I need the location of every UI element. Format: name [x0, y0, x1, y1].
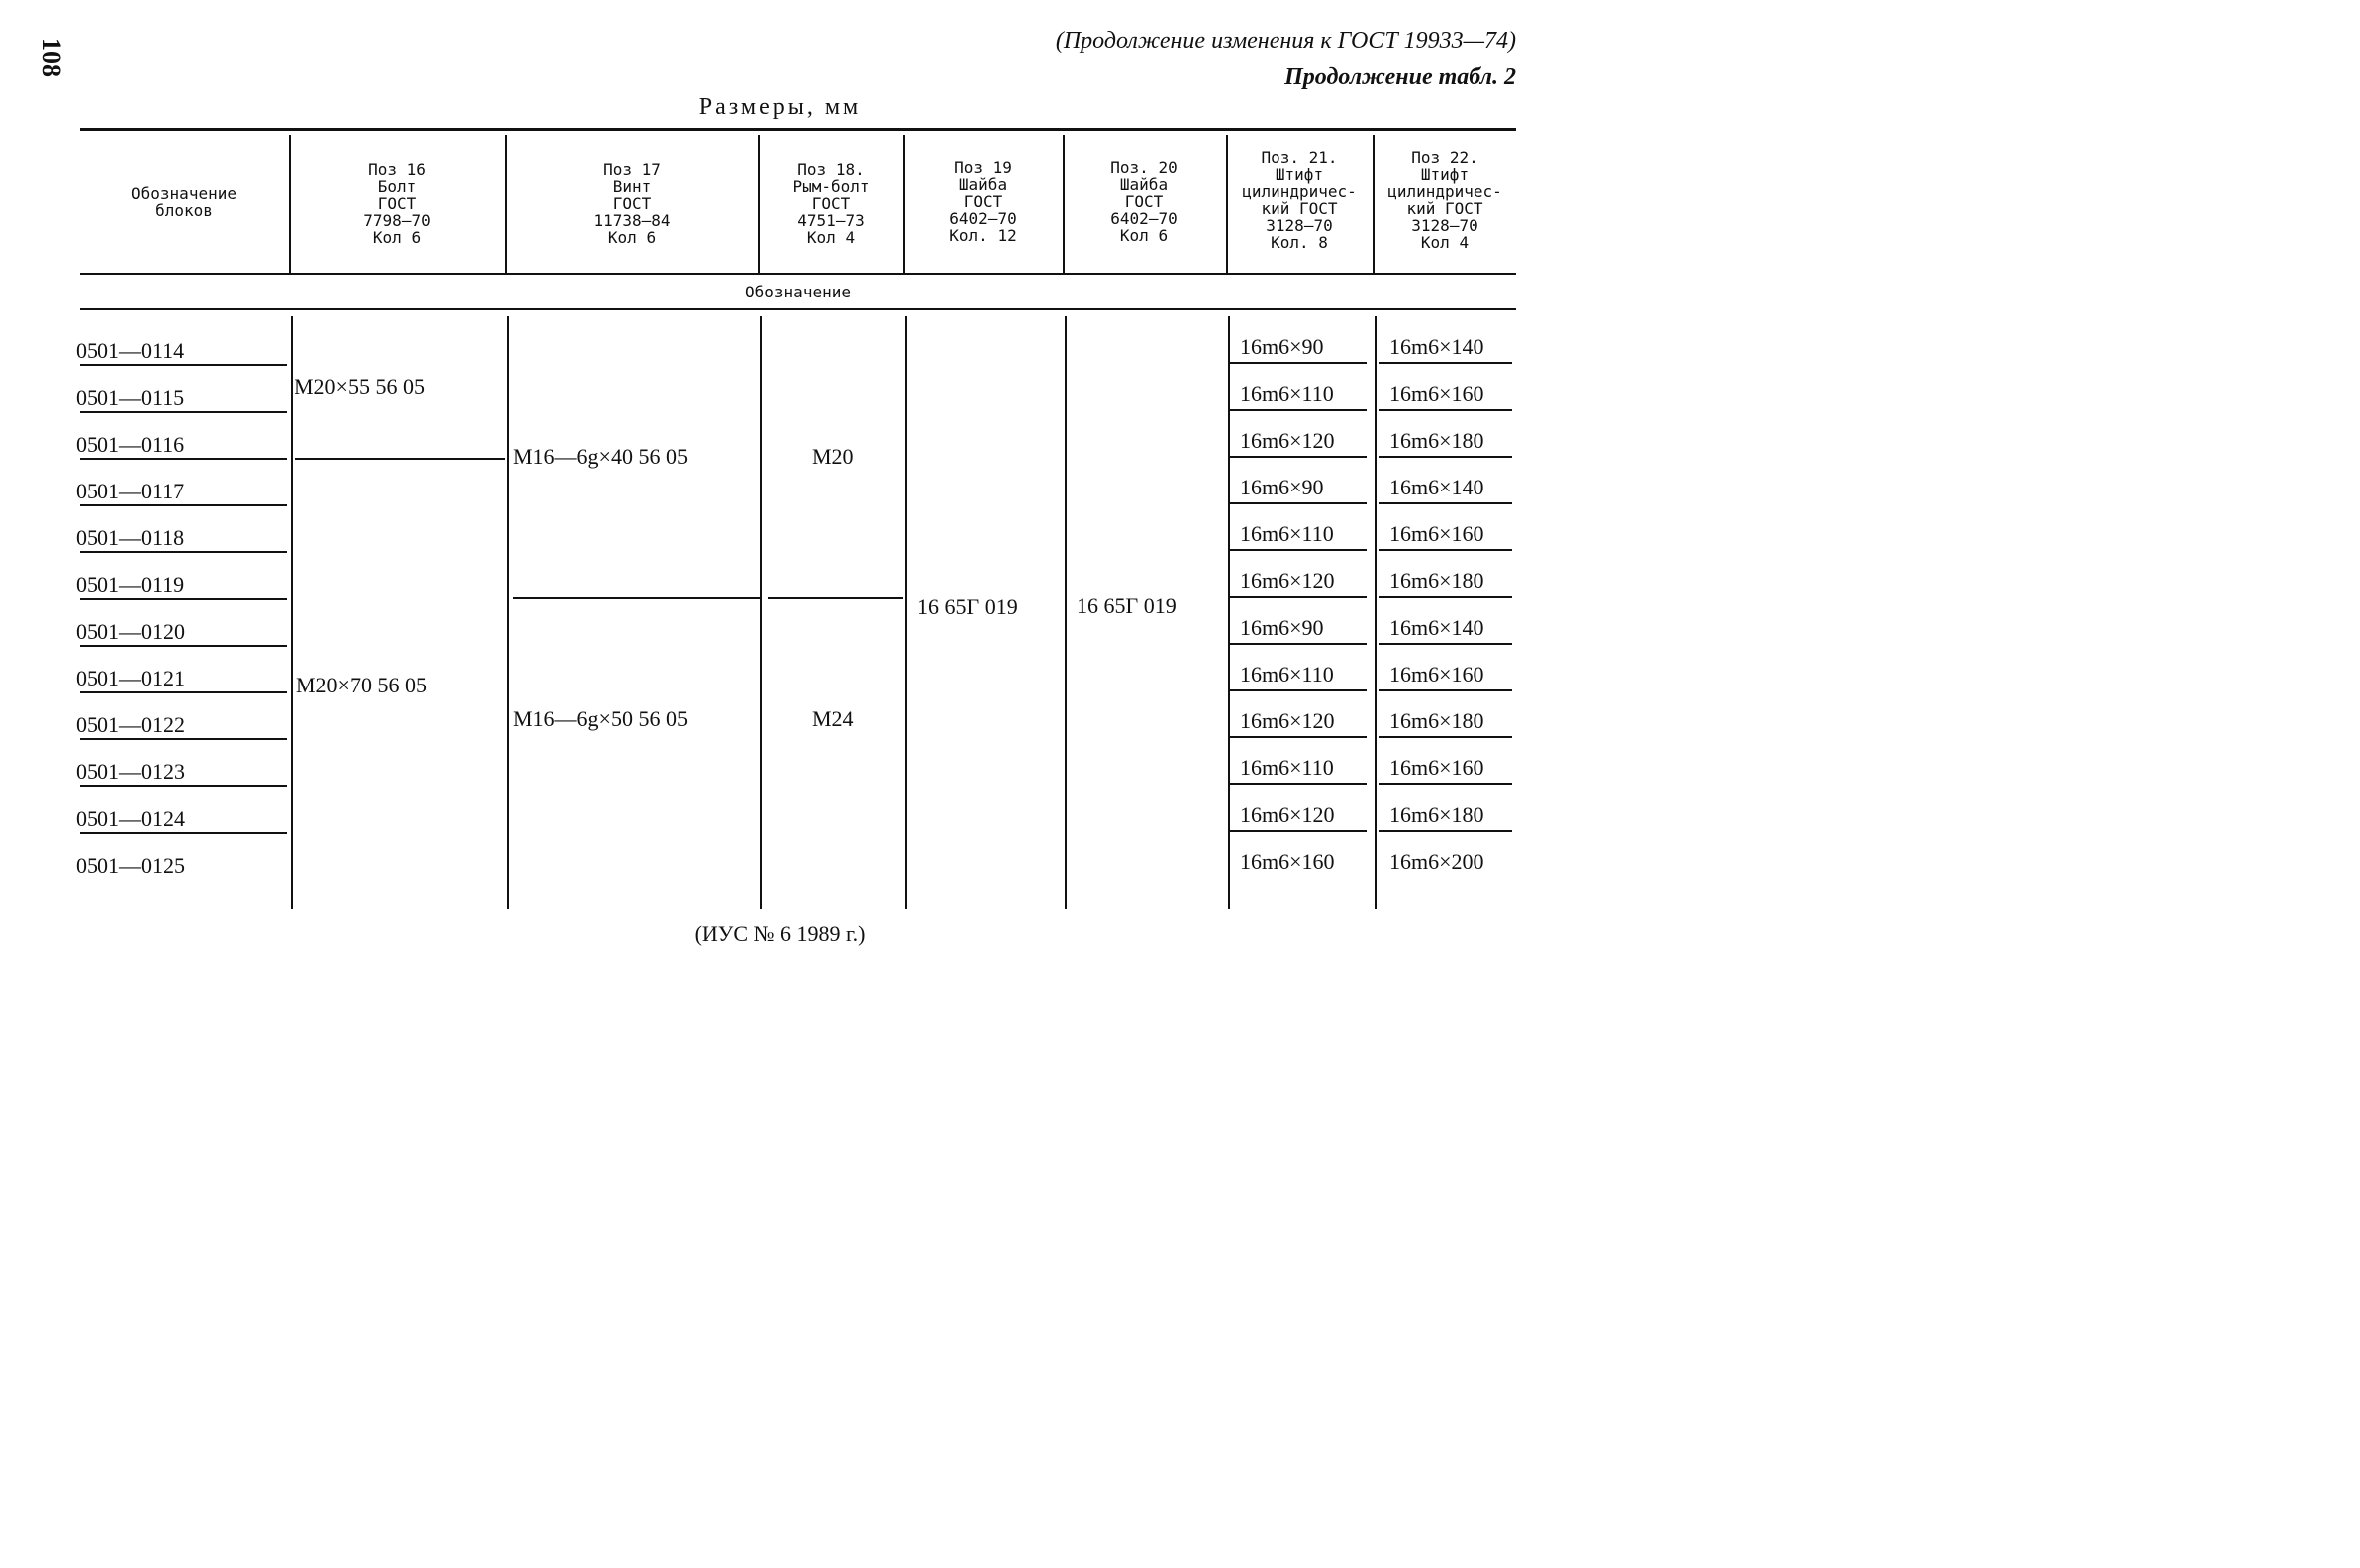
pos21-underline [1230, 689, 1367, 691]
block-underline [80, 364, 287, 366]
header-column-divider [1373, 135, 1375, 273]
block-designation: 0501—0121 [76, 666, 185, 690]
block-underline [80, 645, 287, 647]
block-underline [80, 738, 287, 740]
body-column-divider [291, 316, 293, 909]
pos22-value: 16m6×160 [1389, 381, 1484, 406]
body-column-divider [1375, 316, 1377, 909]
block-underline [80, 551, 287, 553]
body-column-divider [507, 316, 509, 909]
pos22-value: 16m6×140 [1389, 475, 1484, 499]
header-bottom-rule [80, 273, 1516, 275]
block-designation: 0501—0120 [76, 619, 185, 644]
pos21-underline [1230, 830, 1367, 832]
header-column-divider [1063, 135, 1065, 273]
column-header-pos22: Поз 22. Штифт цилиндричес- кий ГОСТ 3128—70 Кол 4 [1387, 148, 1502, 252]
block-underline [80, 504, 287, 506]
block-designation: 0501—0115 [76, 385, 185, 410]
pos22-value: 16m6×140 [1389, 615, 1484, 640]
pos22-underline [1379, 643, 1512, 645]
pos21-value: 16m6×110 [1240, 662, 1334, 686]
block-underline [80, 598, 287, 600]
header-column-divider [903, 135, 905, 273]
column-header-pos16: Поз 16 Болт ГОСТ 7798—70 Кол 6 [363, 160, 431, 247]
pos22-value: 16m6×160 [1389, 662, 1484, 686]
subheader-designation: Обозначение [745, 283, 851, 301]
pos22-underline [1379, 783, 1512, 785]
pos17-group-divider [513, 597, 760, 599]
pos21-value: 16m6×120 [1240, 428, 1335, 453]
pos22-value: 16m6×160 [1389, 755, 1484, 780]
block-designation: 0501—0124 [76, 806, 185, 831]
pos22-value: 16m6×160 [1389, 521, 1484, 546]
pos22-value: 16m6×200 [1389, 849, 1484, 874]
pos22-value: 16m6×140 [1389, 334, 1484, 359]
pos22-underline [1379, 456, 1512, 458]
body-column-divider [1228, 316, 1230, 909]
merged-pos20: 16 65Г 019 [1077, 593, 1177, 618]
pos21-underline [1230, 456, 1367, 458]
column-header-pos17: Поз 17 Винт ГОСТ 11738—84 Кол 6 [593, 160, 671, 247]
table-top-rule [80, 128, 1516, 131]
pos22-underline [1379, 596, 1512, 598]
block-underline [80, 832, 287, 834]
pos21-value: 16m6×160 [1240, 849, 1335, 874]
pos21-value: 16m6×120 [1240, 568, 1335, 593]
merged-pos18-b: M24 [812, 706, 854, 731]
pos22-value: 16m6×180 [1389, 802, 1484, 827]
pos21-value: 16m6×120 [1240, 802, 1335, 827]
block-designation: 0501—0114 [76, 338, 185, 363]
block-designation: 0501—0118 [76, 525, 185, 550]
pos21-underline [1230, 783, 1367, 785]
column-header-pos21: Поз. 21. Штифт цилиндричес- кий ГОСТ 3128—70 Кол. 8 [1242, 148, 1357, 252]
pos21-underline [1230, 596, 1367, 598]
body-column-divider [1065, 316, 1067, 909]
block-designation: 0501—0117 [76, 479, 185, 503]
pos21-value: 16m6×90 [1240, 615, 1324, 640]
merged-pos16-a: M20×55 56 05 [295, 374, 425, 399]
block-designation: 0501—0122 [76, 712, 185, 737]
header-column-divider [289, 135, 291, 273]
pos21-value: 16m6×90 [1240, 334, 1324, 359]
pos21-value: 16m6×110 [1240, 521, 1334, 546]
merged-pos16-b: M20×70 56 05 [296, 673, 427, 697]
pos21-underline [1230, 643, 1367, 645]
block-designation: 0501—0123 [76, 759, 185, 784]
table-continuation-label: Продолжение табл. 2 [1284, 64, 1516, 90]
block-underline [80, 458, 287, 460]
block-designation: 0501—0119 [76, 572, 185, 597]
body-column-divider [905, 316, 907, 909]
column-header-pos18: Поз 18. Рым-болт ГОСТ 4751—73 Кол 4 [792, 160, 870, 247]
continuation-title: (Продолжение изменения к ГОСТ 19933—74) [1055, 28, 1516, 54]
column-header-blocks: Обозначение блоков [131, 184, 237, 220]
merged-pos19: 16 65Г 019 [917, 594, 1018, 619]
pos21-value: 16m6×120 [1240, 708, 1335, 733]
block-designation: 0501—0125 [76, 853, 185, 878]
header-column-divider [758, 135, 760, 273]
pos16-group-divider [295, 458, 505, 460]
subheader-bottom-rule [80, 308, 1516, 310]
pos22-value: 16m6×180 [1389, 568, 1484, 593]
header-column-divider [505, 135, 507, 273]
page-number: 108 [37, 38, 66, 77]
pos22-value: 16m6×180 [1389, 708, 1484, 733]
block-designation: 0501—0116 [76, 432, 185, 457]
pos22-underline [1379, 549, 1512, 551]
pos21-underline [1230, 549, 1367, 551]
sizes-title: Размеры, мм [698, 95, 862, 120]
pos22-value: 16m6×180 [1389, 428, 1484, 453]
pos22-underline [1379, 502, 1512, 504]
pos21-value: 16m6×110 [1240, 381, 1334, 406]
footer-note: (ИУС № 6 1989 г.) [694, 921, 866, 946]
pos21-value: 16m6×110 [1240, 755, 1334, 780]
block-underline [80, 691, 287, 693]
pos22-underline [1379, 736, 1512, 738]
column-header-pos20: Поз. 20 Шайба ГОСТ 6402—70 Кол 6 [1110, 158, 1178, 245]
pos22-underline [1379, 362, 1512, 364]
pos22-underline [1379, 689, 1512, 691]
merged-pos17-b: M16—6g×50 56 05 [513, 706, 688, 731]
merged-pos18-a: M20 [812, 444, 854, 469]
header-column-divider [1226, 135, 1228, 273]
column-header-pos19: Поз 19 Шайба ГОСТ 6402—70 Кол. 12 [949, 158, 1017, 245]
body-column-divider [760, 316, 762, 909]
pos21-underline [1230, 502, 1367, 504]
pos21-value: 16m6×90 [1240, 475, 1324, 499]
block-underline [80, 411, 287, 413]
pos18-group-divider [768, 597, 903, 599]
pos21-underline [1230, 409, 1367, 411]
pos21-underline [1230, 362, 1367, 364]
merged-pos17-a: M16—6g×40 56 05 [513, 444, 688, 469]
pos22-underline [1379, 830, 1512, 832]
block-underline [80, 785, 287, 787]
pos22-underline [1379, 409, 1512, 411]
pos21-underline [1230, 736, 1367, 738]
